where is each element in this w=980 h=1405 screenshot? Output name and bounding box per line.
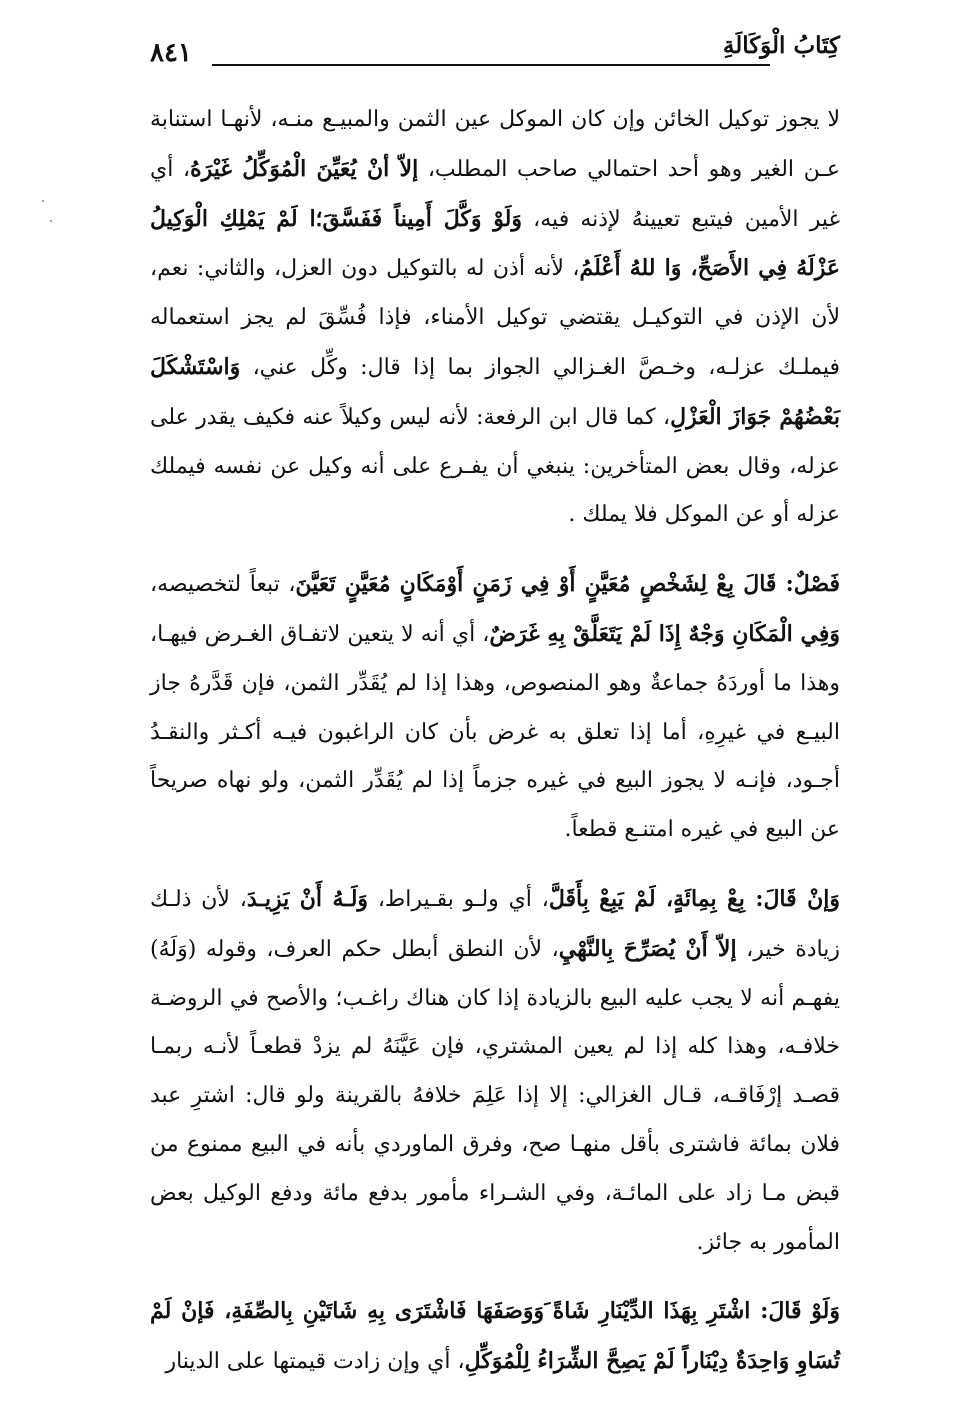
- matn-text: وَاسْتَشْكَلَ بَعْضُهُمْ جَوَازَ الْعَزْلِ: [150, 353, 840, 430]
- paragraph: [150, 1287, 840, 1387]
- paragraph: [150, 875, 840, 1267]
- commentary-text: ، لأن النطق أبطل حكم العرف، وقوله (وَلَهُ) يفهـم أنه لا يجب عليه البيع بالزيادة إذا كان هناك راغـب؛ والأصح في الروضـة خلافـه، وهذا كله إذا لم يعين المشتري، فإن عَيَّنَهُ لم يزدْ قطعـاً لأنـه ربمـا قصـد إرْفَاقـه، قـال الغزالي: إلا إذا عَلِمَ خلافهُ بالقرينة ولو قال: اشترِ عبد فلان بمائة فاشترى بأقل منهـا صح، وفرق الماوردي بأنه في البيع ممنوع من قبض مـا زاد على المائـة، وفي الشـراء مأمور بدفع مائة ودفع الوكيل بعض المأمور به جائز.: [150, 936, 840, 1255]
- scan-specks: [40, 196, 60, 236]
- matn-text: وَلَـهُ أَنْ يَزِيـدَ: [246, 885, 369, 912]
- commentary-text: ، أي وإن زادت قيمتها على الدينار: [165, 1349, 465, 1375]
- book-title: كِتَابُ الْوَكَالَةِ: [722, 32, 840, 59]
- matn-text: إلاّ أَنْ يُصَرِّحَ بِالنَّهْيِ: [558, 935, 737, 962]
- commentary-text: ، أي غير الأمين فيتبع تعيينهُ لإذنه فيه،: [150, 156, 840, 232]
- matn-text: وَلَوْ قَالَ: اشْتَرِ بِهَذَا الدِّيْنَارِ شَاةً َوَوَصَفَهَا فَاشْتَرَى بِهِ شَاتَيْنِ بِالصِّفَةِ، فَإنْ لَمْ تُسَاوِ وَاحِدَةٌ دِيْنَاراً لَمْ يَصِحَّ الشِّرَاءُ لِلْمُوَكِّلِ: [150, 1298, 840, 1375]
- running-head: [150, 28, 840, 72]
- commentary-text: لا يجوز توكيل الخائن وإن كان الموكل عين الثمن والمبيـع منـه، لأنهـا استنابة عـن الغير وهو أحد احتمالي صاحب المطلب،: [150, 107, 840, 182]
- commentary-text: ، أي أنه لا يتعين لاتفـاق الغـرض فيهـا، وهذا ما أوردَهُ جماعةٌ وهو المنصوص، وهذا إذا لم يُقَدِّر الثمن، فإن قَدَّرهُ جاز البيـع في غيرِهِ، أما إذا تعلق به غرض بأن كان الراغبون فيـه أكـثر والنقـدُ أجـود، فإنـه لا يجوز البيع في غيره جزماً إذا لم يُقَدِّر الثمن، ولو نهاه صريحاً عن البيع في غيره امتنـع قطعاً.: [150, 621, 840, 843]
- commentary-text: ، لأنه أذن له بالتوكيل دون العزل، والثاني: نعم، لأن الإذن في التوكيـل يقتضي توكيل الأمناء، فإذا فُسِّقَ لم يجز استعماله فيملـك عزلـه، وخـصَّ الغـزالي الجواز بما إذا قال: وكِّل عني،: [150, 256, 840, 380]
- paragraph: [150, 560, 840, 855]
- header-rule: [212, 64, 770, 66]
- matn-text: وَلَوْ وَكَّلَ أَمِيناً فَفَسَّقَ؛ا لَمْ يَمْلِكِ الْوَكِيلُ عَزْلَهُ فِي الأَصَحِّ، وَا للهُ أَعْلَمُ: [150, 205, 840, 282]
- commentary-text: ، كما قال ابن الرفعة: لأنه ليس وكيلاً عنه فكيف يقدر على عزله، وقال بعض المتأخرين: ينبغي أن يفـرع على أنه وكيل عن نفسه فيملك عزله أو عن الموكل فلا يملك .: [150, 404, 840, 528]
- commentary-text: ، لأن ذلـك زيادة خير،: [150, 886, 840, 962]
- paragraph: [150, 96, 840, 540]
- commentary-text: ، تبعاً لتخصيصه،: [150, 572, 296, 598]
- matn-text: إلاّ أنْ يُعَيِّنَ الْمُوَكِّلُ غَيْرَهُ: [190, 155, 419, 182]
- commentary-text: ، أي ولـو بقـيراط،: [368, 886, 549, 912]
- page-number: ٨٤١: [150, 38, 192, 68]
- body-text: [150, 96, 840, 1387]
- matn-text: وَفِي الْمَكَانِ وَجْهٌ إِذَا لَمْ يَتَعَلَّقْ بِهِ غَرَضٌ: [489, 620, 840, 647]
- matn-text: فَصْلٌ: قَالَ بِعْ لِشَخْصٍ مُعَيَّنٍ أَوْ فِي زَمَنٍ أَوْمَكَانٍ مُعَيَّنٍ تَعَيَّنَ: [295, 571, 840, 598]
- matn-text: وَإنْ قَالَ: بِعْ بِمِائَةٍ، لَمْ يَبِعْ بِأَقَلَّ: [548, 885, 841, 912]
